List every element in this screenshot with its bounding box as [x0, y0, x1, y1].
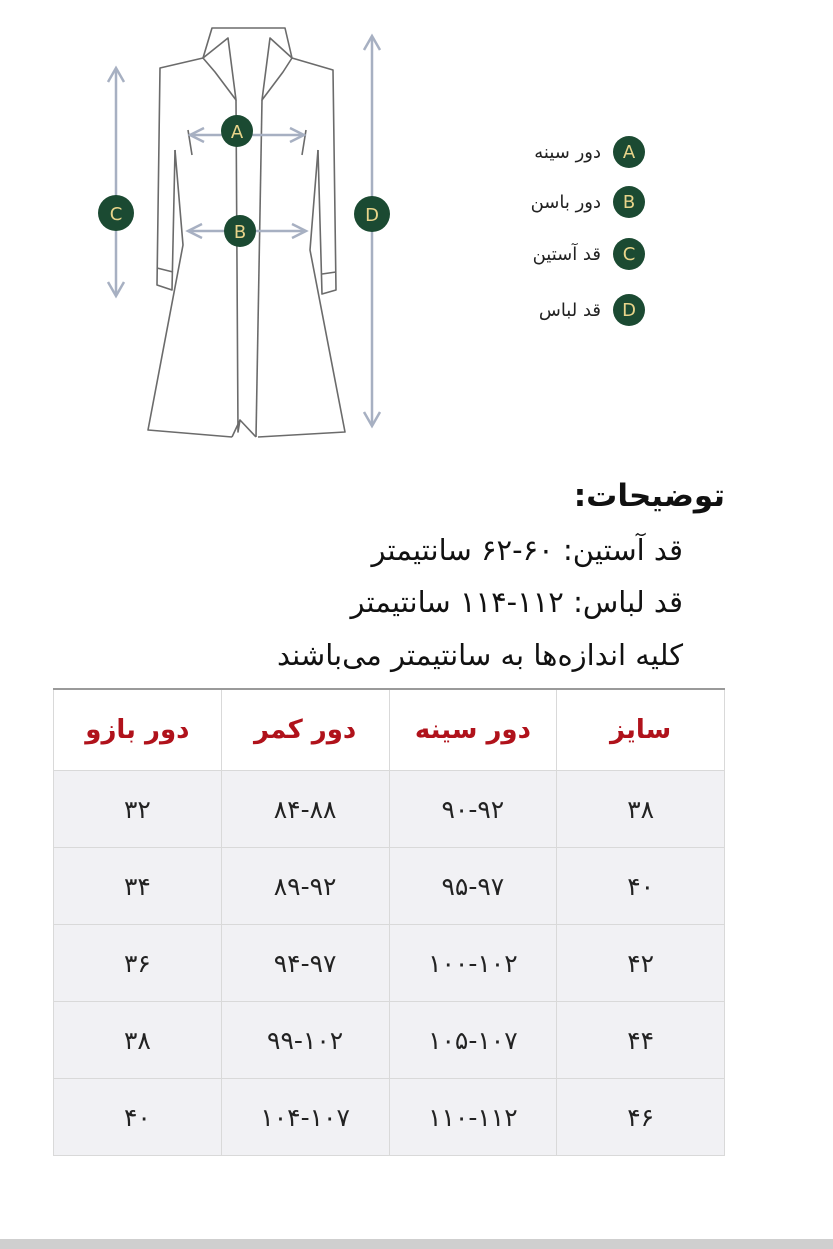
marker-b [224, 215, 256, 247]
cell-waist: ۸۹-۹۲ [221, 848, 389, 925]
cell-chest: ۱۰۰-۱۰۲ [389, 925, 557, 1002]
marker-c-letter: C [109, 204, 123, 225]
cell-size: ۴۴ [557, 1002, 725, 1079]
legend-badge-a: A [613, 136, 645, 168]
cell-chest: ۱۱۰-۱۱۲ [389, 1079, 557, 1156]
cell-chest: ۹۵-۹۷ [389, 848, 557, 925]
marker-d-letter: D [365, 205, 379, 226]
cell-arm: ۳۶ [54, 925, 222, 1002]
legend-label-chest: دور سینه [534, 141, 601, 163]
marker-b-letter: B [233, 222, 247, 243]
size-table [53, 688, 725, 1156]
header-size: سایز [557, 689, 725, 771]
cell-arm: ۳۲ [54, 771, 222, 848]
header-waist: دور کمر [221, 689, 389, 771]
coat-diagram [0, 0, 440, 450]
table-row [54, 848, 725, 925]
table-header-row [54, 689, 725, 771]
cell-waist: ۸۴-۸۸ [221, 771, 389, 848]
description-note: کلیه اندازه‌ها به سانتیمتر می‌باشند [276, 638, 683, 672]
table-row [54, 771, 725, 848]
description-sleeve-length: قد آستین: ۶۰-۶۲ سانتیمتر [371, 533, 683, 567]
cell-waist: ۹۹-۱۰۲ [221, 1002, 389, 1079]
cell-arm: ۳۴ [54, 848, 222, 925]
table-row [54, 925, 725, 1002]
legend-item-d [480, 290, 645, 330]
header-arm: دور بازو [54, 689, 222, 771]
legend-item-b [480, 182, 645, 222]
description-dress-length: قد لباس: ۱۱۲-۱۱۴ سانتیمتر [350, 585, 683, 619]
cell-chest: ۹۰-۹۲ [389, 771, 557, 848]
legend-label-sleeve: قد آستین [532, 243, 601, 265]
cell-size: ۴۰ [557, 848, 725, 925]
legend-label-length: قد لباس [538, 299, 601, 321]
cell-size: ۳۸ [557, 771, 725, 848]
cell-arm: ۴۰ [54, 1079, 222, 1156]
legend-label-hip: دور باسن [530, 191, 601, 213]
legend-item-c [480, 234, 645, 274]
legend-badge-d: D [613, 294, 645, 326]
table-row [54, 1002, 725, 1079]
marker-a-letter: A [230, 122, 244, 143]
marker-c [98, 195, 134, 231]
marker-a [221, 115, 253, 147]
header-chest: دور سینه [389, 689, 557, 771]
cell-waist: ۹۴-۹۷ [221, 925, 389, 1002]
table-row [54, 1079, 725, 1156]
cell-chest: ۱۰۵-۱۰۷ [389, 1002, 557, 1079]
marker-d [354, 196, 390, 232]
cell-arm: ۳۸ [54, 1002, 222, 1079]
legend-item-a [480, 132, 645, 172]
legend-badge-c: C [613, 238, 645, 270]
bottom-bar [0, 1239, 833, 1249]
description-title: توضیحات: [573, 478, 725, 514]
sleeve-length-arrow [108, 68, 124, 296]
cell-waist: ۱۰۴-۱۰۷ [221, 1079, 389, 1156]
legend-badge-b: B [613, 186, 645, 218]
cell-size: ۴۲ [557, 925, 725, 1002]
cell-size: ۴۶ [557, 1079, 725, 1156]
